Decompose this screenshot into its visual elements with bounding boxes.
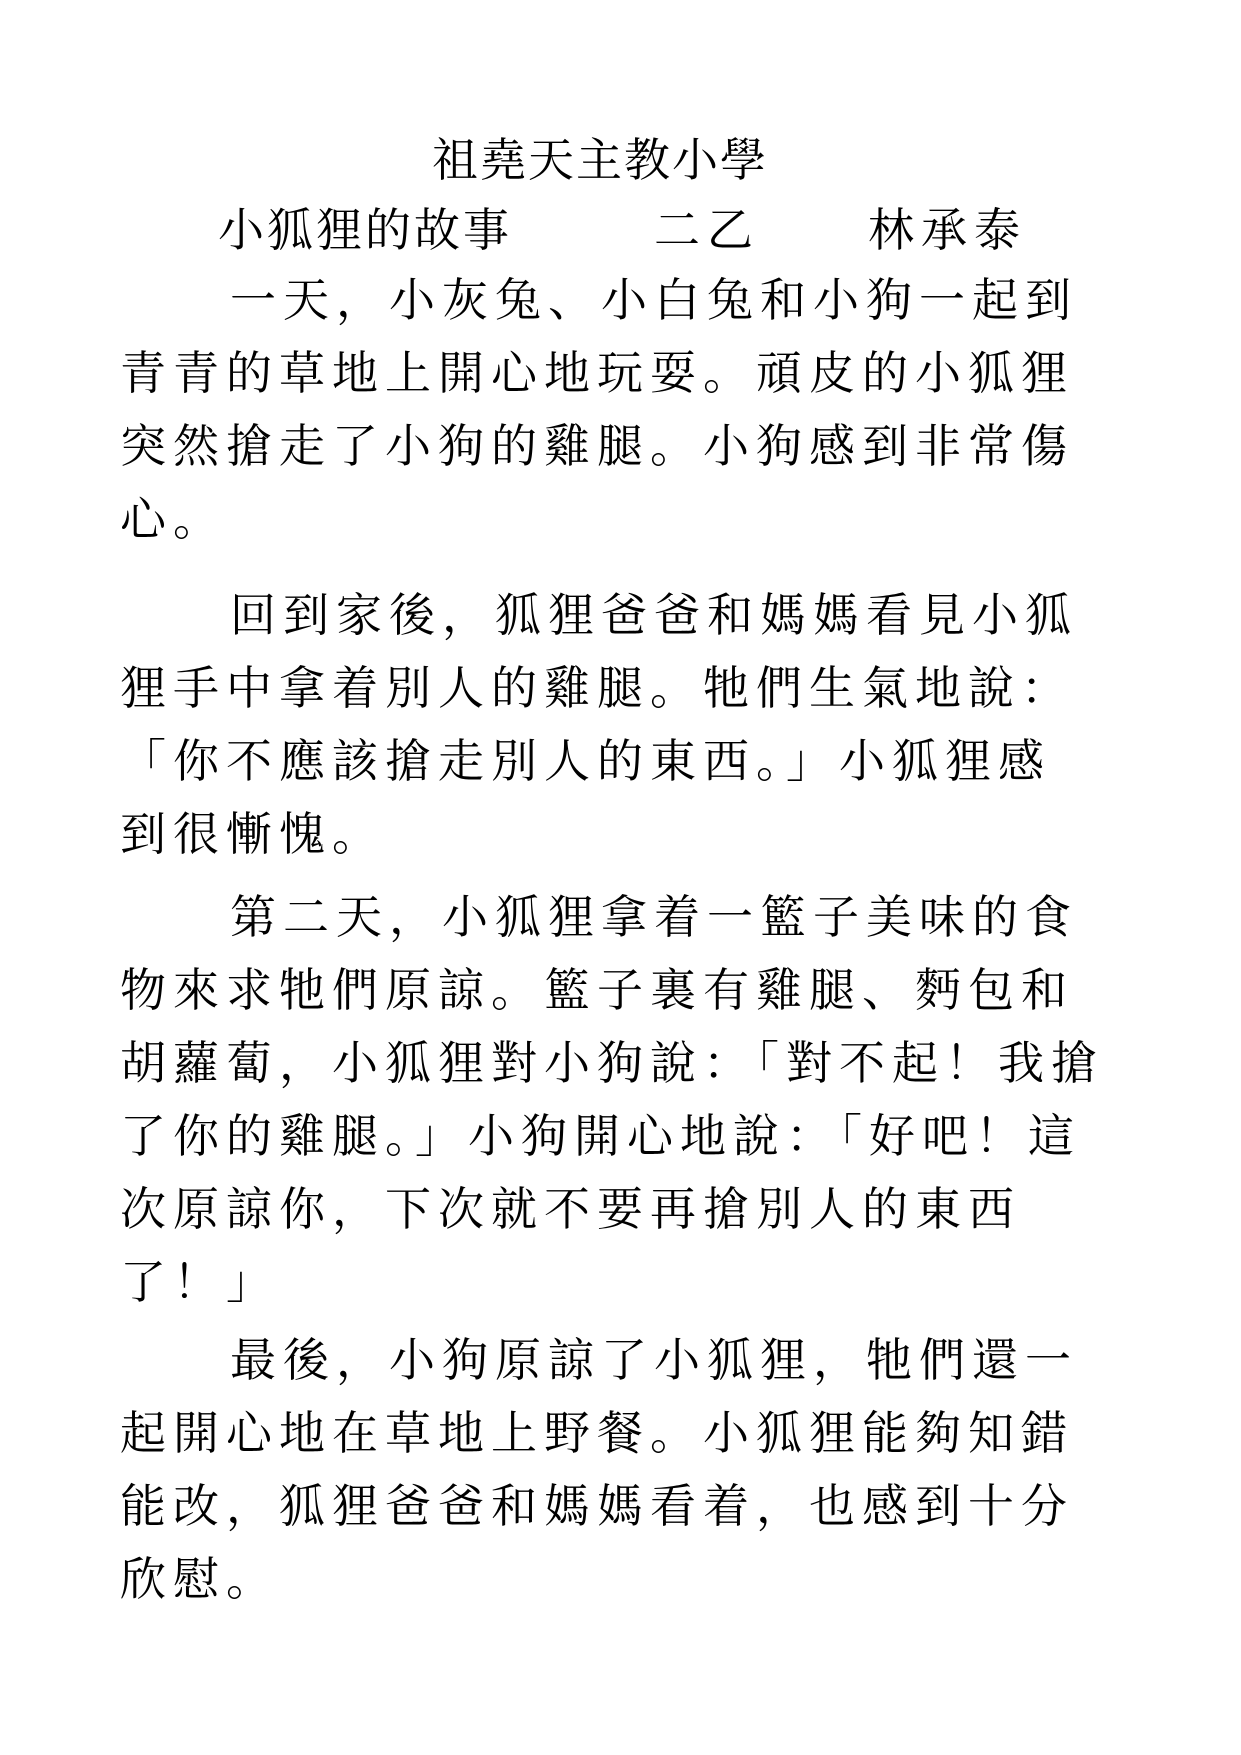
text-line: 能改，狐狸爸爸和媽媽看着，也感到十分 xyxy=(120,1479,1074,1533)
text-line: 了你的雞腿。」小狗開心地說：「好吧！這 xyxy=(120,1109,1081,1163)
text-line: 次原諒你，下次就不要再搶別人的東西 xyxy=(120,1182,1021,1236)
text-line: 物來求牠們原諒。籃子裏有雞腿、麪包和 xyxy=(120,963,1074,1017)
text-line: 狸手中拿着別人的雞腿。牠們生氣地說： xyxy=(120,661,1074,715)
text-line: 到很慚愧。 xyxy=(120,807,385,861)
text-line: 一天，小灰兔、小白兔和小狗一起到 xyxy=(230,273,1078,327)
text-line: 最後，小狗原諒了小狐狸，牠們還一 xyxy=(230,1333,1078,1387)
text-line: 突然搶走了小狗的雞腿。小狗感到非常傷 xyxy=(120,419,1074,473)
story-title: 小狐狸的故事 xyxy=(218,203,512,257)
text-line: 了！」 xyxy=(120,1255,279,1309)
text-line: 起開心地在草地上野餐。小狐狸能夠知錯 xyxy=(120,1406,1074,1460)
text-line: 心。 xyxy=(120,492,226,546)
school-name: 祖堯天主教小學 xyxy=(432,133,768,187)
class-label: 二乙 xyxy=(654,203,760,257)
text-line: 回到家後，狐狸爸爸和媽媽看見小狐 xyxy=(230,588,1078,642)
author-name: 林承泰 xyxy=(868,203,1027,257)
text-line: 「你不應該搶走別人的東西。」小狐狸感 xyxy=(120,734,1051,788)
text-line: 青青的草地上開心地玩耍。頑皮的小狐狸 xyxy=(120,346,1074,400)
text-line: 第二天，小狐狸拿着一籃子美味的食 xyxy=(230,890,1078,944)
text-line: 胡蘿蔔，小狐狸對小狗說：「對不起！我搶 xyxy=(120,1036,1104,1090)
text-line: 欣慰。 xyxy=(120,1552,279,1606)
